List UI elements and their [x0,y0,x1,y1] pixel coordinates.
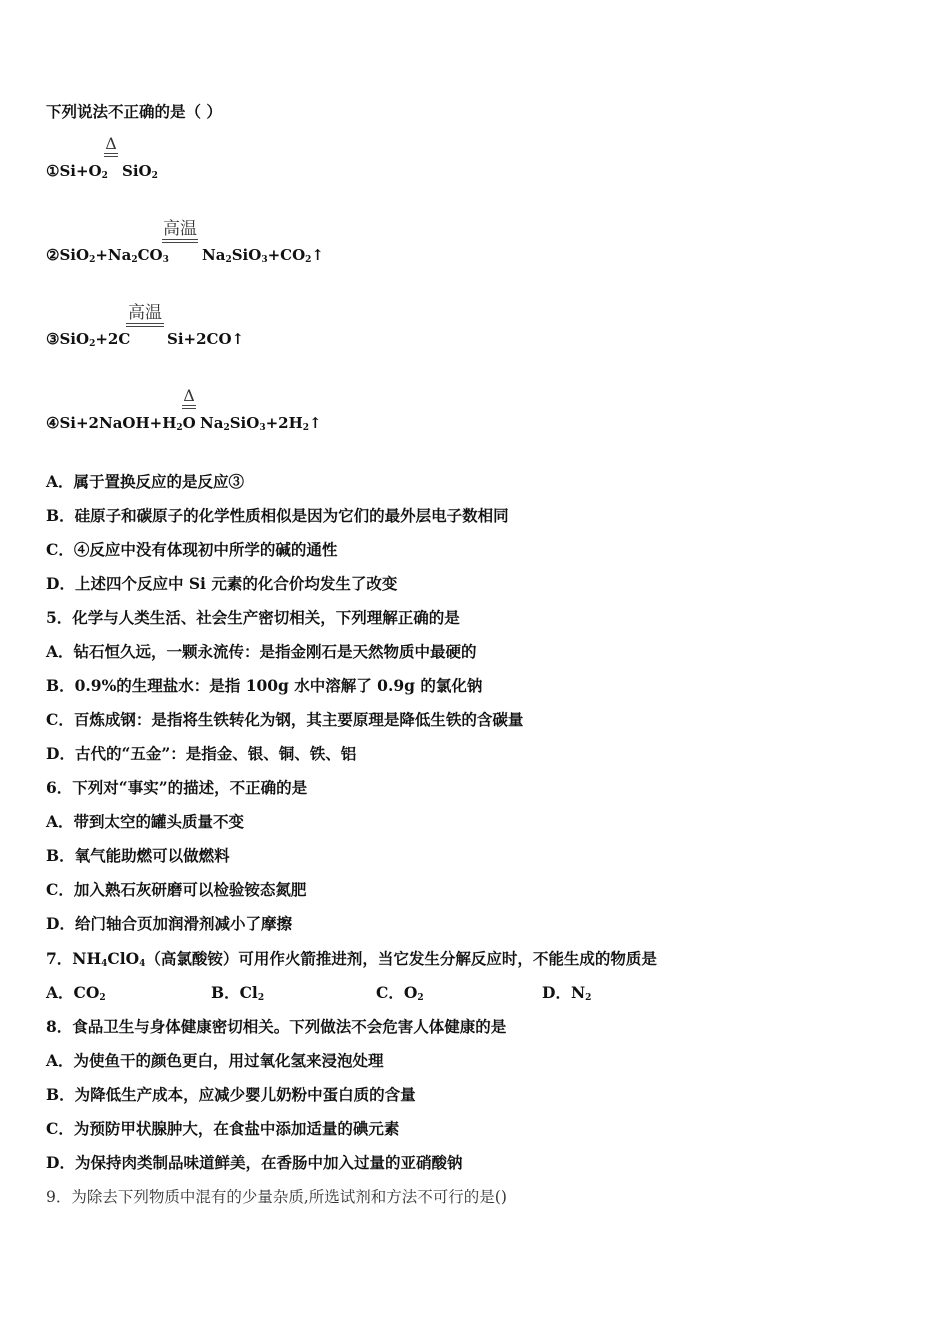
q7-option-b: B．$Cl_2$ [211,983,265,1003]
q8-option-c: C．为预防甲状腺肿大，在食盐中添加适量的碘元素 [46,1119,400,1138]
q6-option-a: A．带到太空的罐头质量不变 [46,812,245,831]
heat-condition: Δ [182,388,196,410]
reaction-3-number: ③ [46,330,60,348]
q6-option-c: C．加入熟石灰研磨可以检验铵态氮肥 [46,880,307,899]
q7-option-a: A．$CO_2$ [46,983,106,1003]
high-temp-condition: 高温 [126,304,164,328]
q5-option-b: B．0.9%的生理盐水：是指 100g 水中溶解了 0.9g 的氯化钠 [46,676,483,695]
reaction-2-number: ② [46,246,60,264]
question-stem: 下列说法不正确的是（ ） [46,102,222,121]
exam-page: 下列说法不正确的是（ ） $①Si+O_2$ Δ SiO$_2$ $②SiO_2+Na_2CO_3$ 高温 $Na_2SiO_3+CO_2↑$ ③SiO$_2$+2C 高温 Si+2CO↑ $④Si+2NaOH+H_2O$ Δ $Na_2SiO_3+2H_2↑$ A．属于置换反应的是反应③ B．硅原子和碳原子的化学性质相似是因为它们的最外层电子数相同 C．④反应中没有体现初中所学的碱的通性 D．上述四个反应中 Si 元素的化合价均发生了改变 5．化学与人类生活、社会生产密切相关，下列理解正确的是 A．钻石恒久远，一颗永流传：是指金刚石是天然物质中最硬的 B．0.9%的生理盐水：是指 100g 水中溶解了 0.9g 的氯化钠 C．百炼成钢：是指将生铁转化为钢，其主要原理是降低生铁的含碳量 D．古代的“五金”：是指金、银、铜、铁、铝 6．下列对“事实”的描述，不正确的是 A．带到太空的罐头质量不变 B．氧气能助燃可以做燃料 C．加入熟石灰研磨可以检验铵态氮肥 D．给门轴合页加润滑剂减小了摩擦 7．$NH_4ClO_4$（高氯酸铵）可用作火箭推进剂，当它发生分解反应时，不能生成的物质是 A．$CO_2$ B．$Cl_2$ C．$O_2$ D．$N_2$ 8．食品卫生与身体健康密切相关。下列做法不会危害人体健康的是 A．为使鱼干的颜色更白，用过氧化氢来浸泡处理 B．为降低生产成本，应减少婴儿奶粉中蛋白质的含量 C．为预防甲状腺肿大，在食盐中添加适量的碘元素 D．为保持肉类制品味道鲜美，在香肠中加入过量的亚硝酸钠 9．为除去下列物质中混有的少量杂质,所选试剂和方法不可行的是() [0,0,950,1344]
q7-stem: 7．$NH_4ClO_4$（高氯酸铵）可用作火箭推进剂，当它发生分解反应时，不能生成的物质是 [46,949,657,969]
reaction-1-number: ① [46,162,60,180]
q8-option-b: B．为降低生产成本，应减少婴儿奶粉中蛋白质的含量 [46,1085,416,1104]
q4-option-b: B．硅原子和碳原子的化学性质相似是因为它们的最外层电子数相同 [46,506,509,525]
q5-option-c: C．百炼成钢：是指将生铁转化为钢，其主要原理是降低生铁的含碳量 [46,710,524,729]
q6-option-d: D．给门轴合页加润滑剂减小了摩擦 [46,914,292,933]
q5-option-d: D．古代的“五金”：是指金、银、铜、铁、铝 [46,744,357,763]
q9-stem: 9．为除去下列物质中混有的少量杂质,所选试剂和方法不可行的是() [46,1188,507,1206]
high-temp-condition: 高温 [162,220,198,244]
q7-options [46,983,906,1005]
q4-option-d: D．上述四个反应中 Si 元素的化合价均发生了改变 [46,574,398,593]
q6-stem: 6．下列对“事实”的描述，不正确的是 [46,778,308,797]
q4-option-c: C．④反应中没有体现初中所学的碱的通性 [46,540,338,559]
q7-option-c: C．$O_2$ [376,983,424,1003]
q5-option-a: A．钻石恒久远，一颗永流传：是指金刚石是天然物质中最硬的 [46,642,477,661]
q7-option-d: D．$N_2$ [542,983,592,1003]
q6-option-b: B．氧气能助燃可以做燃料 [46,846,230,865]
q5-stem: 5．化学与人类生活、社会生产密切相关，下列理解正确的是 [46,608,460,627]
q8-option-a: A．为使鱼干的颜色更白，用过氧化氢来浸泡处理 [46,1051,384,1070]
reaction-4-number: ④ [46,414,60,432]
q8-stem: 8．食品卫生与身体健康密切相关。下列做法不会危害人体健康的是 [46,1017,507,1036]
heat-condition: Δ [104,136,118,158]
q4-option-a: A．属于置换反应的是反应③ [46,472,245,491]
q8-option-d: D．为保持肉类制品味道鲜美，在香肠中加入过量的亚硝酸钠 [46,1153,463,1172]
